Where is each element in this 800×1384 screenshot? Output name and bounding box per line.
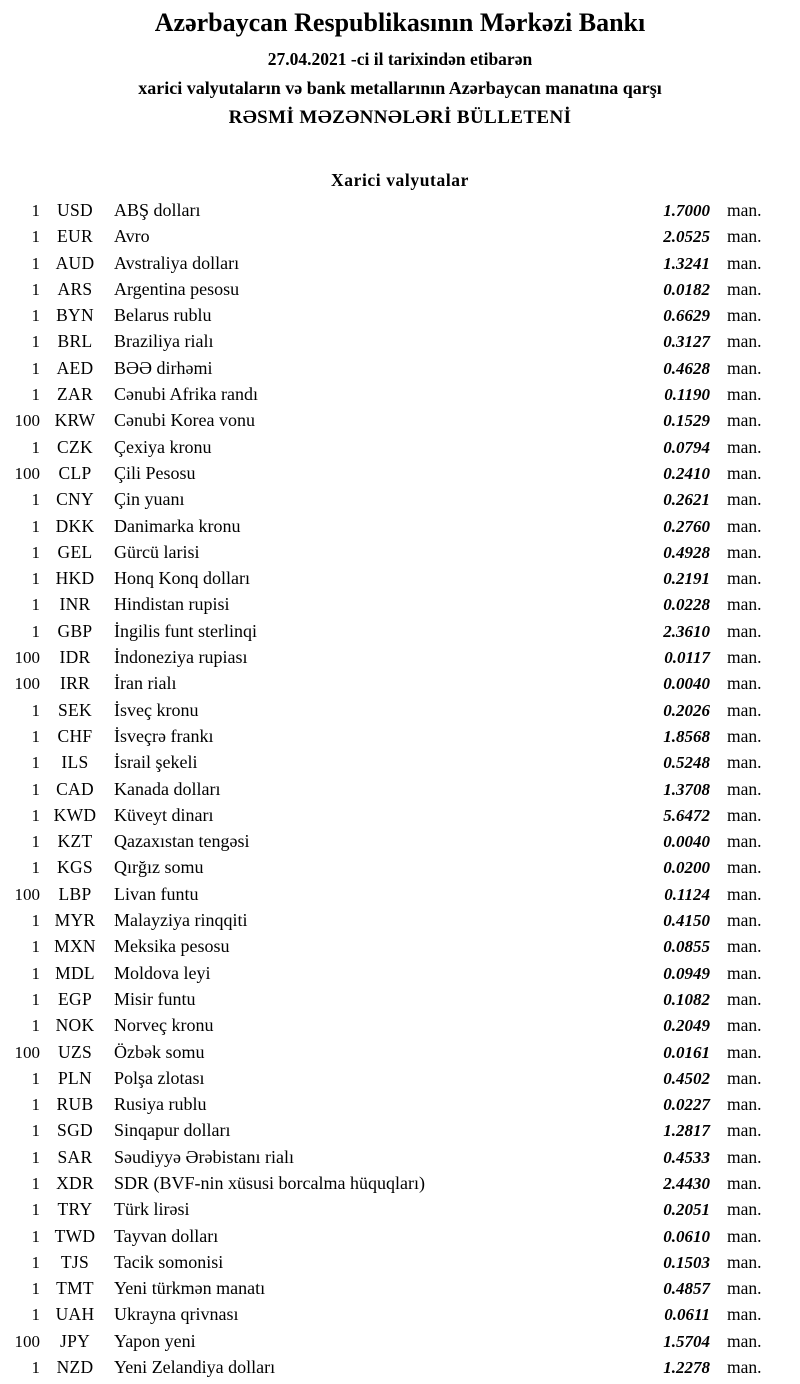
currency-name: İsveç kronu [114,699,199,720]
unit-label: man. [727,357,762,378]
exchange-rate: 0.0117 [664,648,710,668]
table-row [0,881,800,907]
currency-code: TMT [56,1278,94,1299]
unit-label: man. [727,699,762,720]
currency-code: NZD [56,1357,94,1378]
exchange-rate: 0.1124 [664,884,710,904]
exchange-rate: 0.6629 [663,306,710,326]
table-row [0,723,800,749]
currency-quantity: 1 [31,1358,40,1378]
table-row [0,223,800,249]
currency-name: Livan funtu [114,883,199,904]
currency-quantity: 1 [31,779,40,799]
currency-code: ZAR [57,384,93,405]
currency-name: Kanada dolları [114,778,221,799]
exchange-rate: 0.0949 [663,963,710,983]
currency-code: KWD [53,804,97,825]
currency-name: Tacik somonisi [114,1251,224,1272]
table-row [0,933,800,959]
currency-quantity: 1 [31,279,40,299]
unit-label: man. [727,252,762,273]
currency-name: Polşa zlotası [114,1067,205,1088]
currency-code: KRW [54,410,96,431]
exchange-rate: 0.0794 [663,437,710,457]
currency-code: SGD [57,1120,93,1141]
currency-code: AUD [55,252,95,273]
currency-name: Qazaxıstan tengəsi [114,831,250,852]
currency-code: ILS [61,752,89,773]
exchange-rate: 0.4857 [663,1279,710,1299]
currency-name: Moldova leyi [114,962,211,983]
unit-label: man. [727,778,762,799]
exchange-rate: 0.4628 [663,358,710,378]
table-row [0,618,800,644]
currency-quantity: 1 [31,332,40,352]
currency-name: Türk lirəsi [114,1199,190,1220]
currency-name: Qırğız somu [114,857,204,878]
exchange-rate: 5.6472 [663,805,710,825]
unit-label: man. [727,1041,762,1062]
unit-label: man. [727,988,762,1009]
exchange-rate: 0.4928 [663,542,710,562]
currency-name: SDR (BVF-nin xüsusi borcalma hüquqları) [114,1172,425,1193]
currency-name: Braziliya rialı [114,331,214,352]
currency-quantity: 1 [31,201,40,220]
exchange-rate: 2.4430 [663,1173,710,1193]
currency-name: Yeni Zelandiya dolları [114,1357,276,1378]
currency-name: Ukrayna qrivnası [114,1304,239,1325]
currency-code: INR [59,594,91,615]
currency-code: UZS [58,1041,92,1062]
unit-label: man. [727,226,762,247]
exchange-rate: 1.5704 [663,1331,710,1351]
unit-label: man. [727,278,762,299]
exchange-rate: 0.2049 [663,1016,710,1036]
currency-code: PLN [58,1067,92,1088]
exchange-rate: 0.2621 [663,490,710,510]
table-row [0,1039,800,1065]
currency-code: MYR [54,910,96,931]
currency-name: Meksika pesosu [114,936,230,957]
table-row [0,749,800,775]
unit-label: man. [727,1199,762,1220]
currency-name: Çin yuanı [114,489,185,510]
currency-quantity: 1 [31,1068,40,1088]
currency-name: İsrail şekeli [114,752,198,773]
exchange-rate: 0.4502 [663,1068,710,1088]
table-row [0,591,800,617]
currency-quantity: 100 [14,674,40,694]
currency-code: TRY [57,1199,93,1220]
unit-label: man. [727,331,762,352]
bulletin-title: RƏSMİ MƏZƏNNƏLƏRİ BÜLLETENİ [228,107,572,128]
unit-label: man. [727,410,762,431]
exchange-rate: 0.0040 [663,674,710,694]
table-row [0,1117,800,1143]
currency-quantity: 1 [31,1279,40,1299]
table-row [0,197,800,223]
currency-quantity: 100 [14,411,40,431]
currency-name: Norveç kronu [114,1015,214,1036]
table-row [0,670,800,696]
currency-name: BƏƏ dirhəmi [114,357,213,378]
currency-name: İran rialı [114,673,177,694]
currency-quantity: 1 [31,516,40,536]
table-row [0,513,800,539]
currency-code: JPY [59,1330,91,1351]
currency-code: ARS [57,278,93,299]
table-row [0,565,800,591]
exchange-rate: 0.0161 [663,1042,710,1062]
unit-label: man. [727,804,762,825]
currency-quantity: 1 [31,805,40,825]
exchange-rate: 0.0855 [663,937,710,957]
currency-name: Yeni türkmən manatı [114,1278,266,1299]
currency-code: GEL [57,541,93,562]
currency-code: EUR [57,226,93,247]
unit-label: man. [727,910,762,931]
currency-quantity: 1 [31,1147,40,1167]
table-row [0,960,800,986]
unit-label: man. [727,1278,762,1299]
currency-name: Cənubi Afrika randı [114,384,258,405]
rates-table [0,197,800,1380]
currency-name: Tayvan dolları [114,1225,219,1246]
exchange-rate: 0.2410 [663,463,710,483]
currency-name: Sinqapur dolları [114,1120,231,1141]
table-row [0,1144,800,1170]
currency-code: DKK [55,515,95,536]
table-row [0,276,800,302]
currency-quantity: 1 [31,832,40,852]
currency-quantity: 1 [31,569,40,589]
currency-quantity: 1 [31,989,40,1009]
unit-label: man. [727,200,762,220]
table-row [0,407,800,433]
currency-code: MXN [54,936,96,957]
currency-code: TWD [54,1225,96,1246]
exchange-rate: 0.4533 [663,1147,710,1167]
currency-name: İndoneziya rupiası [114,647,248,668]
unit-label: man. [727,1357,762,1378]
currency-name: Rusiya rublu [114,1094,207,1115]
exchange-rate: 1.3241 [663,253,710,273]
unit-label: man. [727,1304,762,1325]
currency-quantity: 1 [31,595,40,615]
currency-quantity: 1 [31,1305,40,1325]
currency-code: BRL [57,331,93,352]
exchange-rate: 0.1190 [664,385,710,405]
unit-label: man. [727,1251,762,1272]
currency-code: USD [57,200,93,220]
currency-code: CZK [57,436,93,457]
exchange-rate: 1.2278 [663,1358,710,1378]
currency-quantity: 1 [31,963,40,983]
table-row [0,1223,800,1249]
currency-name: Danimarka kronu [114,515,241,536]
currency-code: IDR [59,647,91,668]
table-row [0,302,800,328]
exchange-rate: 0.0227 [663,1095,710,1115]
currency-name: Gürcü larisi [114,541,200,562]
table-row [0,828,800,854]
currency-quantity: 1 [31,358,40,378]
exchange-rate: 0.1529 [663,411,710,431]
currency-code: CLP [58,462,92,483]
unit-label: man. [727,620,762,641]
unit-label: man. [727,962,762,983]
currency-quantity: 1 [31,253,40,273]
unit-label: man. [727,936,762,957]
table-row [0,355,800,381]
currency-name: Küveyt dinarı [114,804,214,825]
exchange-rate: 1.8568 [663,726,710,746]
currency-quantity: 1 [31,1095,40,1115]
currency-quantity: 100 [14,1331,40,1351]
table-row [0,434,800,460]
currency-name: Özbək somu [114,1041,205,1062]
currency-name: Malayziya rinqqiti [114,910,248,931]
table-row [0,1275,800,1301]
bulletin-subtitle: xarici valyutaların və bank metallarının Azərbaycan manatına qarşı [138,78,662,98]
unit-label: man. [727,436,762,457]
currency-code: RUB [56,1094,94,1115]
unit-label: man. [727,647,762,668]
unit-label: man. [727,673,762,694]
currency-name: Argentina pesosu [114,278,240,299]
unit-label: man. [727,857,762,878]
currency-code: NOK [55,1015,95,1036]
unit-label: man. [727,1225,762,1246]
table-row [0,539,800,565]
currency-code: CAD [56,778,94,799]
currency-code: KZT [57,831,93,852]
currency-quantity: 1 [31,700,40,720]
currency-name: Misir funtu [114,988,196,1009]
table-row [0,776,800,802]
exchange-rate: 0.0200 [663,858,710,878]
table-row [0,1065,800,1091]
table-row [0,1301,800,1327]
exchange-rate: 0.3127 [663,332,710,352]
exchange-rate: 0.2760 [663,516,710,536]
currency-quantity: 1 [31,227,40,247]
table-row [0,802,800,828]
exchange-rate: 1.3708 [663,779,710,799]
currency-name: ABŞ dolları [114,200,201,220]
unit-label: man. [727,1015,762,1036]
table-row [0,1354,800,1380]
table-row [0,1328,800,1354]
currency-name: Hindistan rupisi [114,594,230,615]
currency-quantity: 1 [31,1173,40,1193]
unit-label: man. [727,594,762,615]
unit-label: man. [727,752,762,773]
exchange-rate: 0.1503 [663,1252,710,1272]
currency-code: BYN [56,305,94,326]
exchange-rate: 0.2191 [663,569,710,589]
exchange-rate: 0.0228 [663,595,710,615]
unit-label: man. [727,1067,762,1088]
currency-quantity: 1 [31,753,40,773]
exchange-rate: 1.2817 [663,1121,710,1141]
unit-label: man. [727,305,762,326]
currency-code: GBP [57,620,93,641]
currency-quantity: 1 [31,542,40,562]
unit-label: man. [727,831,762,852]
currency-name: Belarus rublu [114,305,212,326]
unit-label: man. [727,1146,762,1167]
currency-quantity: 1 [31,858,40,878]
currency-name: İsveçrə frankı [114,725,214,746]
unit-label: man. [727,384,762,405]
unit-label: man. [727,515,762,536]
exchange-rate: 0.1082 [663,989,710,1009]
unit-label: man. [727,462,762,483]
currency-quantity: 1 [31,1252,40,1272]
currency-name: Çexiya kronu [114,436,212,457]
unit-label: man. [727,883,762,904]
currency-name: Çili Pesosu [114,462,196,483]
currency-code: CHF [57,725,93,746]
exchange-rate: 0.0610 [663,1226,710,1246]
unit-label: man. [727,1120,762,1141]
effective-date-line: 27.04.2021 -ci il tarixindən etibarən [267,49,533,69]
exchange-rate: 0.0182 [663,279,710,299]
currency-code: TJS [60,1251,90,1272]
exchange-rate: 0.2051 [663,1200,710,1220]
currency-quantity: 1 [31,490,40,510]
currency-name: Avstraliya dolları [114,252,240,273]
exchange-rate: 0.4150 [663,911,710,931]
currency-quantity: 1 [31,937,40,957]
currency-name: İngilis funt sterlinqi [114,620,257,641]
table-row [0,644,800,670]
currency-quantity: 100 [14,648,40,668]
currency-code: SAR [57,1146,93,1167]
currency-code: CNY [56,489,94,510]
currency-code: IRR [59,673,91,694]
unit-label: man. [727,1330,762,1351]
currency-code: EGP [58,988,92,1009]
currency-name: Yapon yeni [114,1330,196,1351]
currency-code: XDR [56,1172,94,1193]
currency-quantity: 1 [31,385,40,405]
table-row [0,1249,800,1275]
currency-code: MDL [55,962,95,983]
table-row [0,854,800,880]
currency-quantity: 1 [31,306,40,326]
currency-quantity: 1 [31,437,40,457]
unit-label: man. [727,725,762,746]
currency-name: Avro [114,226,150,247]
exchange-rate: 0.0611 [664,1305,710,1325]
unit-label: man. [727,568,762,589]
unit-label: man. [727,1172,762,1193]
bank-title: Azərbaycan Respublikasının Mərkəzi Bankı [154,8,646,37]
currency-quantity: 1 [31,726,40,746]
table-row [0,460,800,486]
section-title-foreign-currencies: Xarici valyutalar [330,170,470,190]
exchange-rate: 2.3610 [663,621,710,641]
currency-code: AED [56,357,94,378]
exchange-rate: 0.2026 [663,700,710,720]
currency-quantity: 1 [31,1016,40,1036]
currency-code: SEK [58,699,92,720]
exchange-rate: 1.7000 [663,201,710,220]
currency-name: Səudiyyə Ərəbistanı rialı [114,1146,294,1167]
exchange-rate: 0.0040 [663,832,710,852]
currency-code: LBP [58,883,92,904]
table-row [0,328,800,354]
currency-quantity: 1 [31,621,40,641]
unit-label: man. [727,489,762,510]
table-row [0,381,800,407]
currency-code: HKD [55,568,95,589]
currency-quantity: 1 [31,1121,40,1141]
table-row [0,986,800,1012]
exchange-rate: 2.0525 [663,227,710,247]
currency-quantity: 100 [14,884,40,904]
currency-name: Cənubi Korea vonu [114,410,255,431]
table-row [0,697,800,723]
table-row [0,1091,800,1117]
currency-quantity: 100 [14,1042,40,1062]
currency-name: Honq Konq dolları [114,568,250,589]
table-row [0,250,800,276]
currency-quantity: 1 [31,1200,40,1220]
table-row [0,486,800,512]
table-row [0,1012,800,1038]
currency-quantity: 100 [14,463,40,483]
currency-code: KGS [57,857,93,878]
currency-code: UAH [55,1304,95,1325]
exchange-rate: 0.5248 [663,753,710,773]
unit-label: man. [727,541,762,562]
unit-label: man. [727,1094,762,1115]
currency-quantity: 1 [31,911,40,931]
table-row [0,907,800,933]
table-row [0,1170,800,1196]
currency-quantity: 1 [31,1226,40,1246]
table-row [0,1196,800,1222]
